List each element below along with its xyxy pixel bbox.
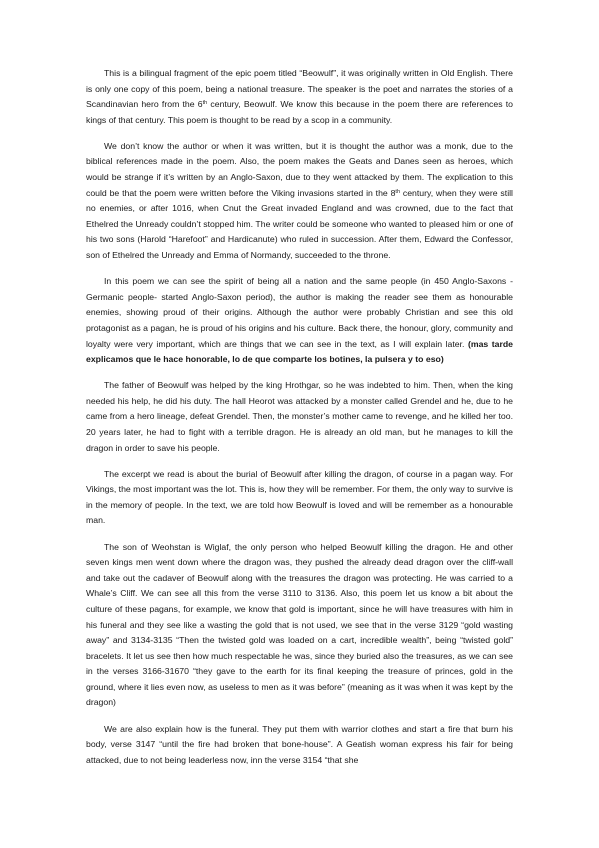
ordinal-8th: th [395, 188, 401, 195]
ordinal-6th: th [202, 100, 208, 107]
paragraph-2-text: We don’t know the author or when it was written, but it is thought the author was a monk, due to the biblical references made in the poem. Also, the poem makes the Geats and Danes seen as heroes, which would be strange if it’s written by an Anglo-Saxon, due to they went attacked by them. The explication to this could be that the poem were written before the Viking invasions started in the 8 [86, 140, 513, 198]
paragraph-3 [86, 274, 513, 368]
paragraph-1-text: This is a bilingual fragment of the epic poem titled “Beowulf”, it was originally written in Old English. There is only one copy of this poem, being a national treasure. The speaker is the poet and narrates the stories of a Scandinavian hero from the 6 [86, 68, 513, 110]
paragraph-6-text: The son of Weohstan is Wiglaf, the only person who helped Beowulf killing the dragon. He and other seven kings men went down where the dragon was, they pushed the already dead dragon over the cliff-wall and take out the cadaver of Beowulf along with the treasures the dragon was protecting. He was carried to a Whale’s Cliff. We can see all this from the verse 3110 to 3136. Also, this poem let us know a bit about the culture of these pagans, for example, we know that gold is important, since he will have treasures with him in his funeral and they see like a wasting the gold that is not used, we see that in the verse 3129 “gold wasting away” and 3134-3135 “Then the twisted gold was loaded on a cart, incredible wealth”, being “twisted gold” bracelets. It let us see then how much respectable he was, since they buried also the treasures, as we can see in the verses 3166-31670 “they gave to the earth for its final keeping the treasure of princes, gold in the ground, where it lies even now, as useless to men as it was before” (meaning as it was when it was kept by the dragon) [86, 541, 513, 708]
paragraph-2-text-after: century, when they were still no enemies, or after 1016, when Cnut the Great invaded England and was crowned, due to the fact that Ethelred the Unready couldn’t stopped him. The writer could be someone who wanted to pleased him or one of his two sons (Harold “Harefoot” and Hardicanute) who ruled in succession. After them, Edward the Confessor, son of Ethelred the Unready and Emma of Normandy, succeeded to the throne. [86, 187, 513, 261]
paragraph-4-text: The father of Beowulf was helped by the king Hrothgar, so he was indebted to him. Then, when the king needed his help, he did his duty. The hall Heorot was attacked by a monster called Grendel and he, due to he came from a hero lineage, defeat Grendel. Then, the monster’s mother came to revenge, and he killed her too. 20 years later, he had to fight with a terrible dragon. He is already an old man, but he manages to kill the dragon in order to save his people. [86, 380, 513, 453]
paragraph-7-text: We are also explain how is the funeral. They put them with warrior clothes and start a fire that burn his body, verse 3147 “until the fire had broken that bone-house”. A Geatish woman express his fair for being attacked, due to not being leaderless now, inn the verse 3154 “that she [86, 723, 513, 765]
paragraph-3-bold-note: (mas tarde explicamos que le hace honorable, lo de que comparte los botines, la pulsera y to eso) [86, 338, 513, 365]
paragraph-5 [86, 467, 513, 529]
paragraph-4 [86, 378, 513, 456]
paragraph-1 [86, 66, 513, 128]
paragraph-1-text-after: century, Beowulf. We know this because in the poem there are references to kings of that century. This poem is thought to be read by a scop in a community. [86, 99, 513, 125]
paragraph-6 [86, 540, 513, 712]
paragraph-3-text: In this poem we can see the spirit of being all a nation and the same people (in 450 Anglo-Saxons -Germanic people- started Anglo-Saxon period), the author is making the reader see them as honourable enemies, showing proud of their origins. Although the author were probably Christian and see this old protagonist as a pagan, he is proud of his origins and his culture. Back there, the honour, glory, community and loyalty were very important, which are things that we can see in the text, as I will explain later. [86, 276, 513, 349]
paragraph-2 [86, 139, 513, 264]
paragraph-5-text: The excerpt we read is about the burial of Beowulf after killing the dragon, of course in a pagan way. For Vikings, the most important was the lot. This is, how they will be remember. For them, the only way to survive is in the memory of people. In the text, we are told how Beowulf is loved and will be remember as a honourable man. [86, 468, 513, 526]
paragraph-7 [86, 722, 513, 769]
